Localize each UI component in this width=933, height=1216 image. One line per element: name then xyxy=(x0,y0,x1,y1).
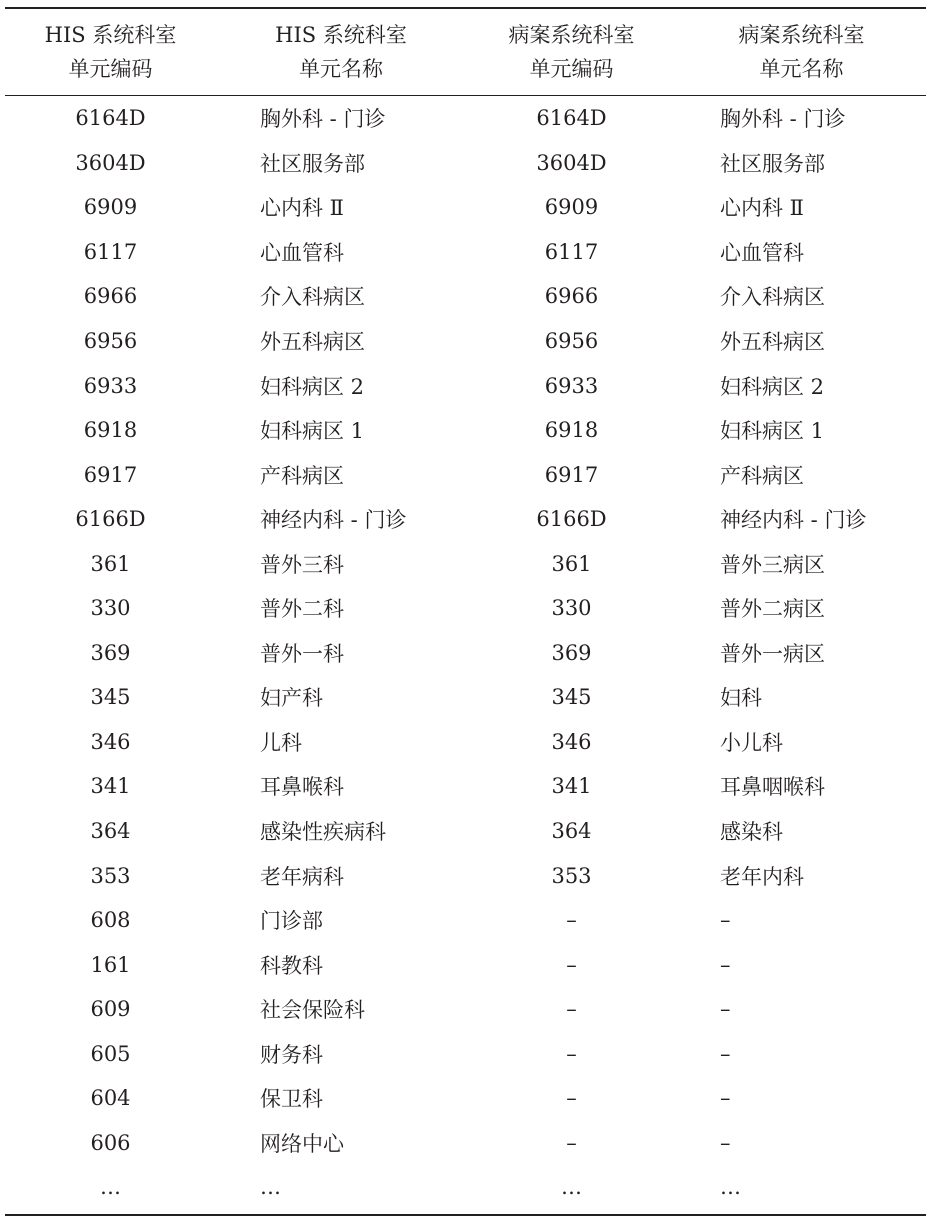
cell-his-name: 外五科病区 xyxy=(260,330,365,354)
cell-record-name: – xyxy=(720,1041,731,1066)
cell-his-code: 609 xyxy=(90,997,131,1022)
header-his-name: HIS 系统科室 单元名称 xyxy=(275,23,407,81)
cell-record-name: 产科病区 xyxy=(720,463,804,488)
cell-his-code: 161 xyxy=(90,952,131,977)
header-record-code: 病案系统科室 单元编码 xyxy=(508,23,635,81)
cell-record-code: – xyxy=(566,1086,577,1111)
cell-his-code: 606 xyxy=(90,1130,131,1155)
cell-his-code: 6166D xyxy=(75,507,146,532)
cell-his-name: 心内科 Ⅱ xyxy=(260,196,344,221)
table-row xyxy=(5,185,926,230)
cell-his-name: 心血管科 xyxy=(260,240,344,265)
cell-his-name: 保卫科 xyxy=(260,1087,323,1112)
cell-record-name: 老年内科 xyxy=(720,864,804,889)
cell-record-code: 341 xyxy=(551,774,592,799)
cell-his-name: 神经内科 - 门诊 xyxy=(260,508,407,533)
cell-record-code: 6933 xyxy=(544,373,599,398)
cell-record-name: – xyxy=(720,1086,731,1111)
cell-record-name: 妇科病区 2 xyxy=(720,374,825,399)
cell-record-name: 神经内科 - 门诊 xyxy=(720,508,867,533)
cell-record-code: 6164D xyxy=(536,106,607,131)
cell-record-code: 369 xyxy=(551,640,592,665)
table-row xyxy=(5,809,926,854)
table-row xyxy=(5,898,926,943)
cell-record-code: 353 xyxy=(551,863,592,888)
cell-his-code: 6917 xyxy=(83,462,138,487)
table-row xyxy=(5,497,926,542)
cell-his-code: 3604D xyxy=(75,150,146,175)
cell-his-name: 妇产科 xyxy=(260,686,323,711)
cell-record-code: 345 xyxy=(551,685,592,710)
cell-his-name: 耳鼻喉科 xyxy=(260,775,344,800)
cell-record-name: 妇科病区 1 xyxy=(720,419,825,444)
cell-his-code: 353 xyxy=(90,863,131,888)
table-row xyxy=(5,408,926,453)
cell-record-code: 6166D xyxy=(536,507,607,532)
table-row xyxy=(5,631,926,676)
table-row xyxy=(5,1121,926,1166)
table-row xyxy=(5,853,926,898)
cell-his-name: 普外二科 xyxy=(260,597,344,622)
cell-record-code: 330 xyxy=(551,596,592,621)
cell-his-code: 330 xyxy=(90,596,131,621)
cell-record-code: 6966 xyxy=(544,284,599,309)
table-row xyxy=(5,720,926,765)
table-row xyxy=(5,1031,926,1076)
cell-record-code: 3604D xyxy=(536,150,607,175)
cell-his-name: 财务科 xyxy=(260,1042,323,1067)
cell-his-code: 346 xyxy=(90,729,131,754)
cell-record-name: 心血管科 xyxy=(720,240,804,265)
table-row xyxy=(5,452,926,497)
table-body xyxy=(5,96,926,1210)
cell-his-name: 门诊部 xyxy=(260,909,323,934)
cell-his-code: 6909 xyxy=(83,195,138,220)
table-row xyxy=(5,987,926,1032)
cell-record-code: 6909 xyxy=(544,195,599,220)
cell-his-code: 341 xyxy=(90,774,131,799)
cell-record-code: 6917 xyxy=(544,462,599,487)
cell-record-name: 耳鼻咽喉科 xyxy=(720,775,825,800)
cell-record-name: 普外二病区 xyxy=(720,597,825,622)
cell-his-name: 社会保险科 xyxy=(260,998,365,1023)
cell-record-name: 胸外科 - 门诊 xyxy=(720,107,846,132)
cell-record-name: 感染科 xyxy=(720,820,783,845)
cell-his-name: 网络中心 xyxy=(260,1131,344,1156)
cell-record-code: – xyxy=(566,952,577,977)
cell-record-name: … xyxy=(720,1175,741,1200)
cell-his-name: 产科病区 xyxy=(260,463,344,488)
cell-record-code: 364 xyxy=(551,819,592,844)
table-row xyxy=(5,96,926,141)
table-row xyxy=(5,1165,926,1210)
cell-record-name: – xyxy=(720,1130,731,1155)
cell-his-name: 妇科病区 1 xyxy=(260,419,365,444)
cell-his-code: 6966 xyxy=(83,284,138,309)
table-bottom-rule xyxy=(5,1214,926,1216)
cell-record-name: – xyxy=(720,952,731,977)
cell-record-name: – xyxy=(720,908,731,933)
cell-record-name: 妇科 xyxy=(720,686,762,711)
cell-his-code: 361 xyxy=(90,551,131,576)
cell-record-name: – xyxy=(720,997,731,1022)
table-row xyxy=(5,541,926,586)
cell-record-code: 6117 xyxy=(544,239,599,264)
cell-his-name: 普外一科 xyxy=(260,641,344,666)
table-row xyxy=(5,764,926,809)
cell-record-name: 普外三病区 xyxy=(720,552,825,577)
table-row xyxy=(5,141,926,186)
cell-record-code: 361 xyxy=(551,551,592,576)
cell-record-code: … xyxy=(561,1175,582,1200)
cell-his-code: 605 xyxy=(90,1041,131,1066)
cell-his-name: 介入科病区 xyxy=(260,285,365,310)
table-row xyxy=(5,1076,926,1121)
cell-his-code: 6918 xyxy=(83,418,138,443)
table-row xyxy=(5,363,926,408)
cell-record-code: 346 xyxy=(551,729,592,754)
cell-record-code: – xyxy=(566,908,577,933)
table-row xyxy=(5,319,926,364)
cell-his-name: 胸外科 - 门诊 xyxy=(260,107,386,132)
header-his-code: HIS 系统科室 单元编码 xyxy=(44,23,177,81)
header-record-name: 病案系统科室 单元名称 xyxy=(738,23,865,81)
cell-his-code: … xyxy=(100,1175,121,1200)
cell-record-code: 6956 xyxy=(544,329,599,353)
cell-his-code: 608 xyxy=(90,908,131,933)
cell-record-code: – xyxy=(566,997,577,1022)
cell-his-code: 6933 xyxy=(83,373,138,398)
table-row xyxy=(5,586,926,631)
table-header xyxy=(5,9,926,95)
cell-record-name: 小儿科 xyxy=(720,730,783,755)
cell-record-name: 心内科 Ⅱ xyxy=(720,196,804,221)
cell-his-name: 科教科 xyxy=(260,953,323,978)
department-mapping-table xyxy=(5,7,926,1216)
table-row xyxy=(5,274,926,319)
cell-record-name: 介入科病区 xyxy=(720,285,825,310)
cell-his-name: 妇科病区 2 xyxy=(260,374,365,399)
cell-record-code: 6918 xyxy=(544,418,599,443)
cell-his-name: 儿科 xyxy=(260,730,302,755)
cell-record-code: – xyxy=(566,1130,577,1155)
cell-his-code: 364 xyxy=(90,819,131,844)
cell-his-code: 345 xyxy=(90,685,131,710)
cell-his-name: 社区服务部 xyxy=(260,151,365,176)
cell-his-code: 6956 xyxy=(83,329,138,353)
cell-record-code: – xyxy=(566,1041,577,1066)
cell-record-name: 普外一病区 xyxy=(720,641,825,666)
table-row xyxy=(5,675,926,720)
cell-his-name: 普外三科 xyxy=(260,552,344,577)
cell-his-name: 老年病科 xyxy=(260,864,344,889)
table-row xyxy=(5,942,926,987)
cell-his-code: 604 xyxy=(90,1086,131,1111)
cell-his-code: 6164D xyxy=(75,106,146,131)
cell-record-name: 外五科病区 xyxy=(720,330,825,354)
cell-his-name: 感染性疾病科 xyxy=(260,820,386,845)
cell-record-name: 社区服务部 xyxy=(720,151,825,176)
cell-his-name: … xyxy=(260,1175,281,1200)
cell-his-code: 6117 xyxy=(83,239,138,264)
table-row xyxy=(5,230,926,275)
cell-his-code: 369 xyxy=(90,640,131,665)
